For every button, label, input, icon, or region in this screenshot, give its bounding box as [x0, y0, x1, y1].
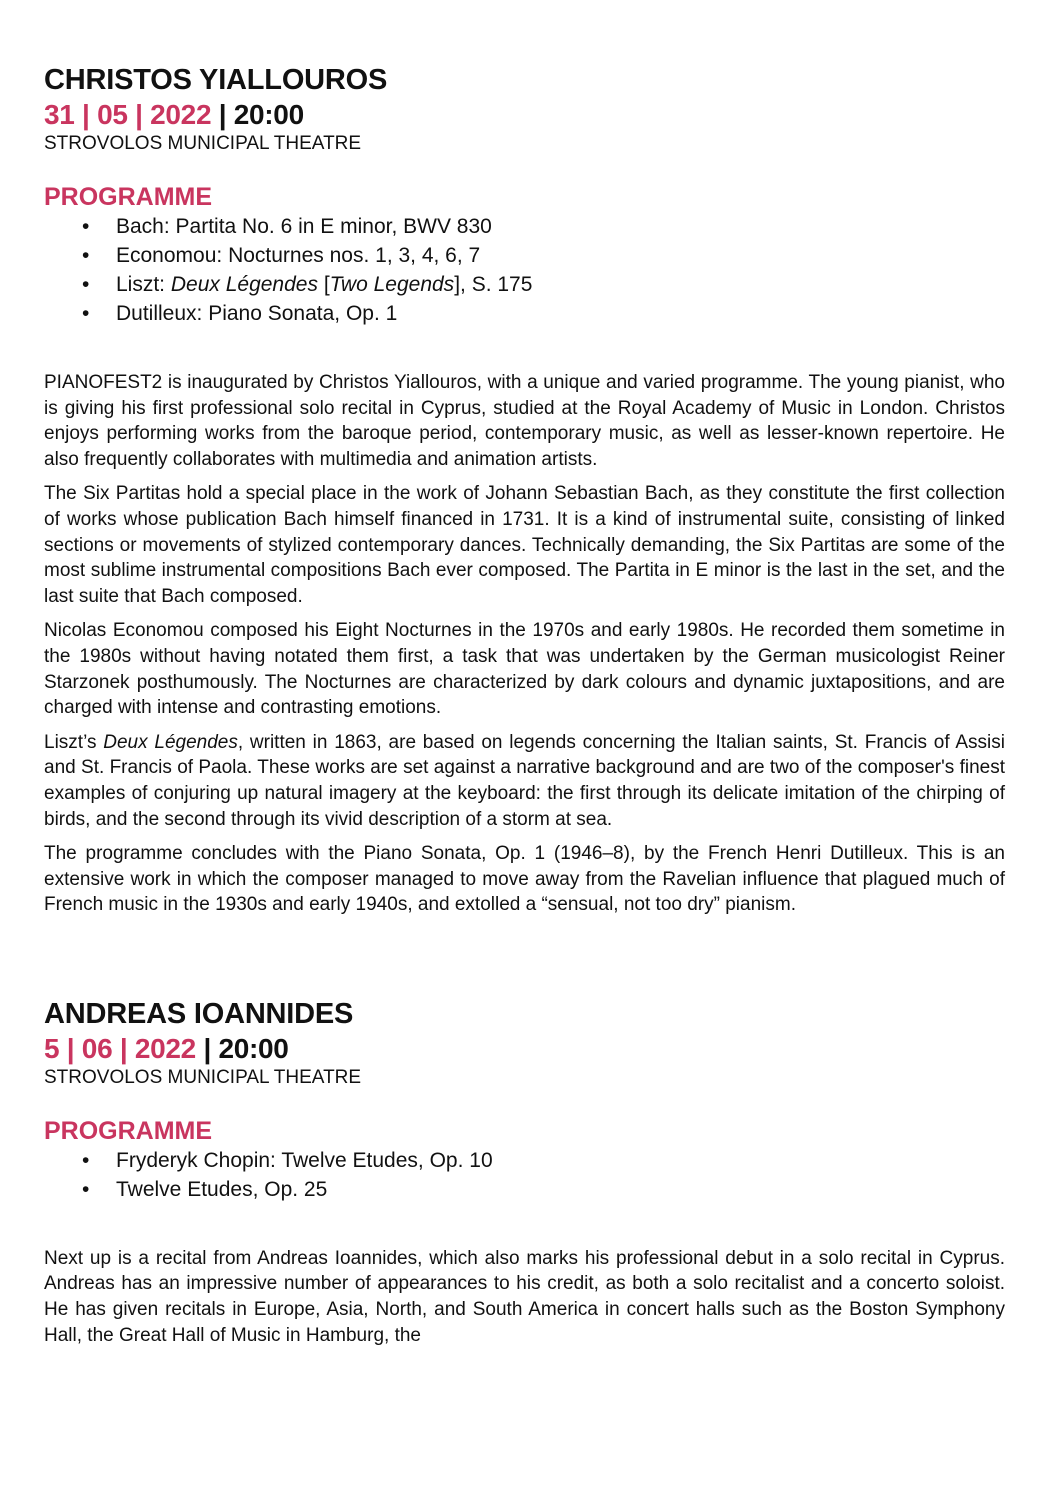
date-year: 2022 [134, 1032, 196, 1064]
venue: STROVOLOS MUNICIPAL THEATRE [44, 1066, 362, 1088]
body-paragraph: Nicolas Economou composed his Eight Nocturnes in the 1970s and early 1980s. He recorded them sometime in the 1980s without having notated them first, a task that was undertaken by the German musicologist Reiner Starzonek posthumously. The Nocturnes are characterized by dark colours and dynamic juxtapositions, and are charged with intense and contrasting emotions. [44, 620, 1005, 719]
concert-date [44, 98, 1005, 132]
concert-description [44, 1246, 1005, 1348]
concert-title: CHRISTOS YIALLOUROS [44, 64, 388, 96]
date-month: 05 [97, 99, 128, 130]
date-separator: | [82, 99, 90, 130]
programme-item: • Twelve Etudes, Op. 25 [44, 1175, 1005, 1204]
concert-title: ANDREAS IOANNIDES [44, 997, 354, 1030]
programme-item: • Fryderyk Chopin: Twelve Etudes, Op. 10 [44, 1146, 1005, 1175]
concert-time: 20:00 [218, 1032, 289, 1064]
body-paragraph: Liszt’s Deux Légendes, written in 1863, are based on legends concerning the Italian saints, St. Francis of Assisi and St. Francis of Paola. These works are set against a narrative background and are two of the composer's finest examples of conjuring up natural imagery at the keyboard: the first through its delicate imitation of the chirping of birds, and the second through its vivid description of a storm at sea. [44, 731, 1005, 830]
date-separator: | [119, 1032, 128, 1064]
programme-list [44, 212, 1005, 328]
venue: STROVOLOS MUNICIPAL THEATRE [44, 133, 362, 154]
bullet-icon: • [82, 215, 90, 238]
programme-item: • Dutilleux: Piano Sonata, Op. 1 [44, 299, 1005, 328]
programme-item: • Liszt: Deux Légendes [Two Legends], S. 175 [44, 270, 1005, 299]
bullet-icon: • [82, 1148, 90, 1172]
body-paragraph: PIANOFEST2 is inaugurated by Christos Yiallouros, with a unique and varied programme. The young pianist, who is giving his first professional solo recital in Cyprus, studied at the Royal Academy of Music in London. Christos enjoys performing works from the baroque period, contemporary music, as well as lesser-known repertoire. He also frequently collaborates with multimedia and animation artists. [44, 372, 1005, 470]
time-separator: | [203, 1032, 211, 1064]
time-separator: | [218, 99, 227, 130]
concert-description [44, 370, 1005, 918]
concert-section-2 [44, 996, 1005, 1348]
concert-time: 20:00 [233, 99, 304, 130]
date-year: 2022 [150, 99, 212, 130]
bullet-icon: • [82, 244, 90, 267]
date-day: 31 [44, 99, 75, 130]
programme-heading: PROGRAMME [44, 183, 213, 211]
bullet-icon: • [82, 302, 90, 325]
programme-heading: PROGRAMME [44, 1116, 213, 1145]
date-separator: | [135, 99, 143, 130]
bullet-icon: • [82, 1177, 90, 1201]
date-separator: | [66, 1032, 75, 1064]
document-page [44, 62, 1005, 1357]
programme-item: • Economou: Nocturnes nos. 1, 3, 4, 6, 7 [44, 241, 1005, 270]
body-paragraph: The programme concludes with the Piano Sonata, Op. 1 (1946–8), by the French Henri Dutilleux. This is an extensive work in which the composer managed to move away from the Ravelian influence that plagued much of French music in the 1930s and early 1940s, and extolled a “sensual, not too dry” pianism. [44, 843, 1005, 916]
programme-list [44, 1146, 1005, 1204]
concert-date [44, 1032, 1005, 1066]
body-paragraph: Next up is a recital from Andreas Ioannides, which also marks his professional debut in a solo recital in Cyprus. Andreas has an impressive number of appearances to his credit, as both a solo recitalist and a concerto soloist. He has given recitals in Europe, Asia, North, and South America in concert halls such as the Boston Symphony Hall, the Great Hall of Music in Hamburg, the [44, 1247, 1005, 1346]
programme-item: • Bach: Partita No. 6 in E minor, BWV 830 [44, 212, 1005, 241]
bullet-icon: • [82, 273, 90, 296]
date-day: 5 [44, 1032, 60, 1064]
date-month: 06 [81, 1032, 113, 1064]
body-paragraph: The Six Partitas hold a special place in the work of Johann Sebastian Bach, as they constitute the first collection of works whose publication Bach himself financed in 1731. It is a kind of instrumental suite, consisting of linked sections or movements of stylized contemporary dances. Technically demanding, the Six Partitas are some of the most sublime instrumental compositions Bach ever composed. The Partita in E minor is the last in the set, and the last suite that Bach composed. [44, 483, 1005, 607]
concert-section-1 [44, 62, 1005, 918]
